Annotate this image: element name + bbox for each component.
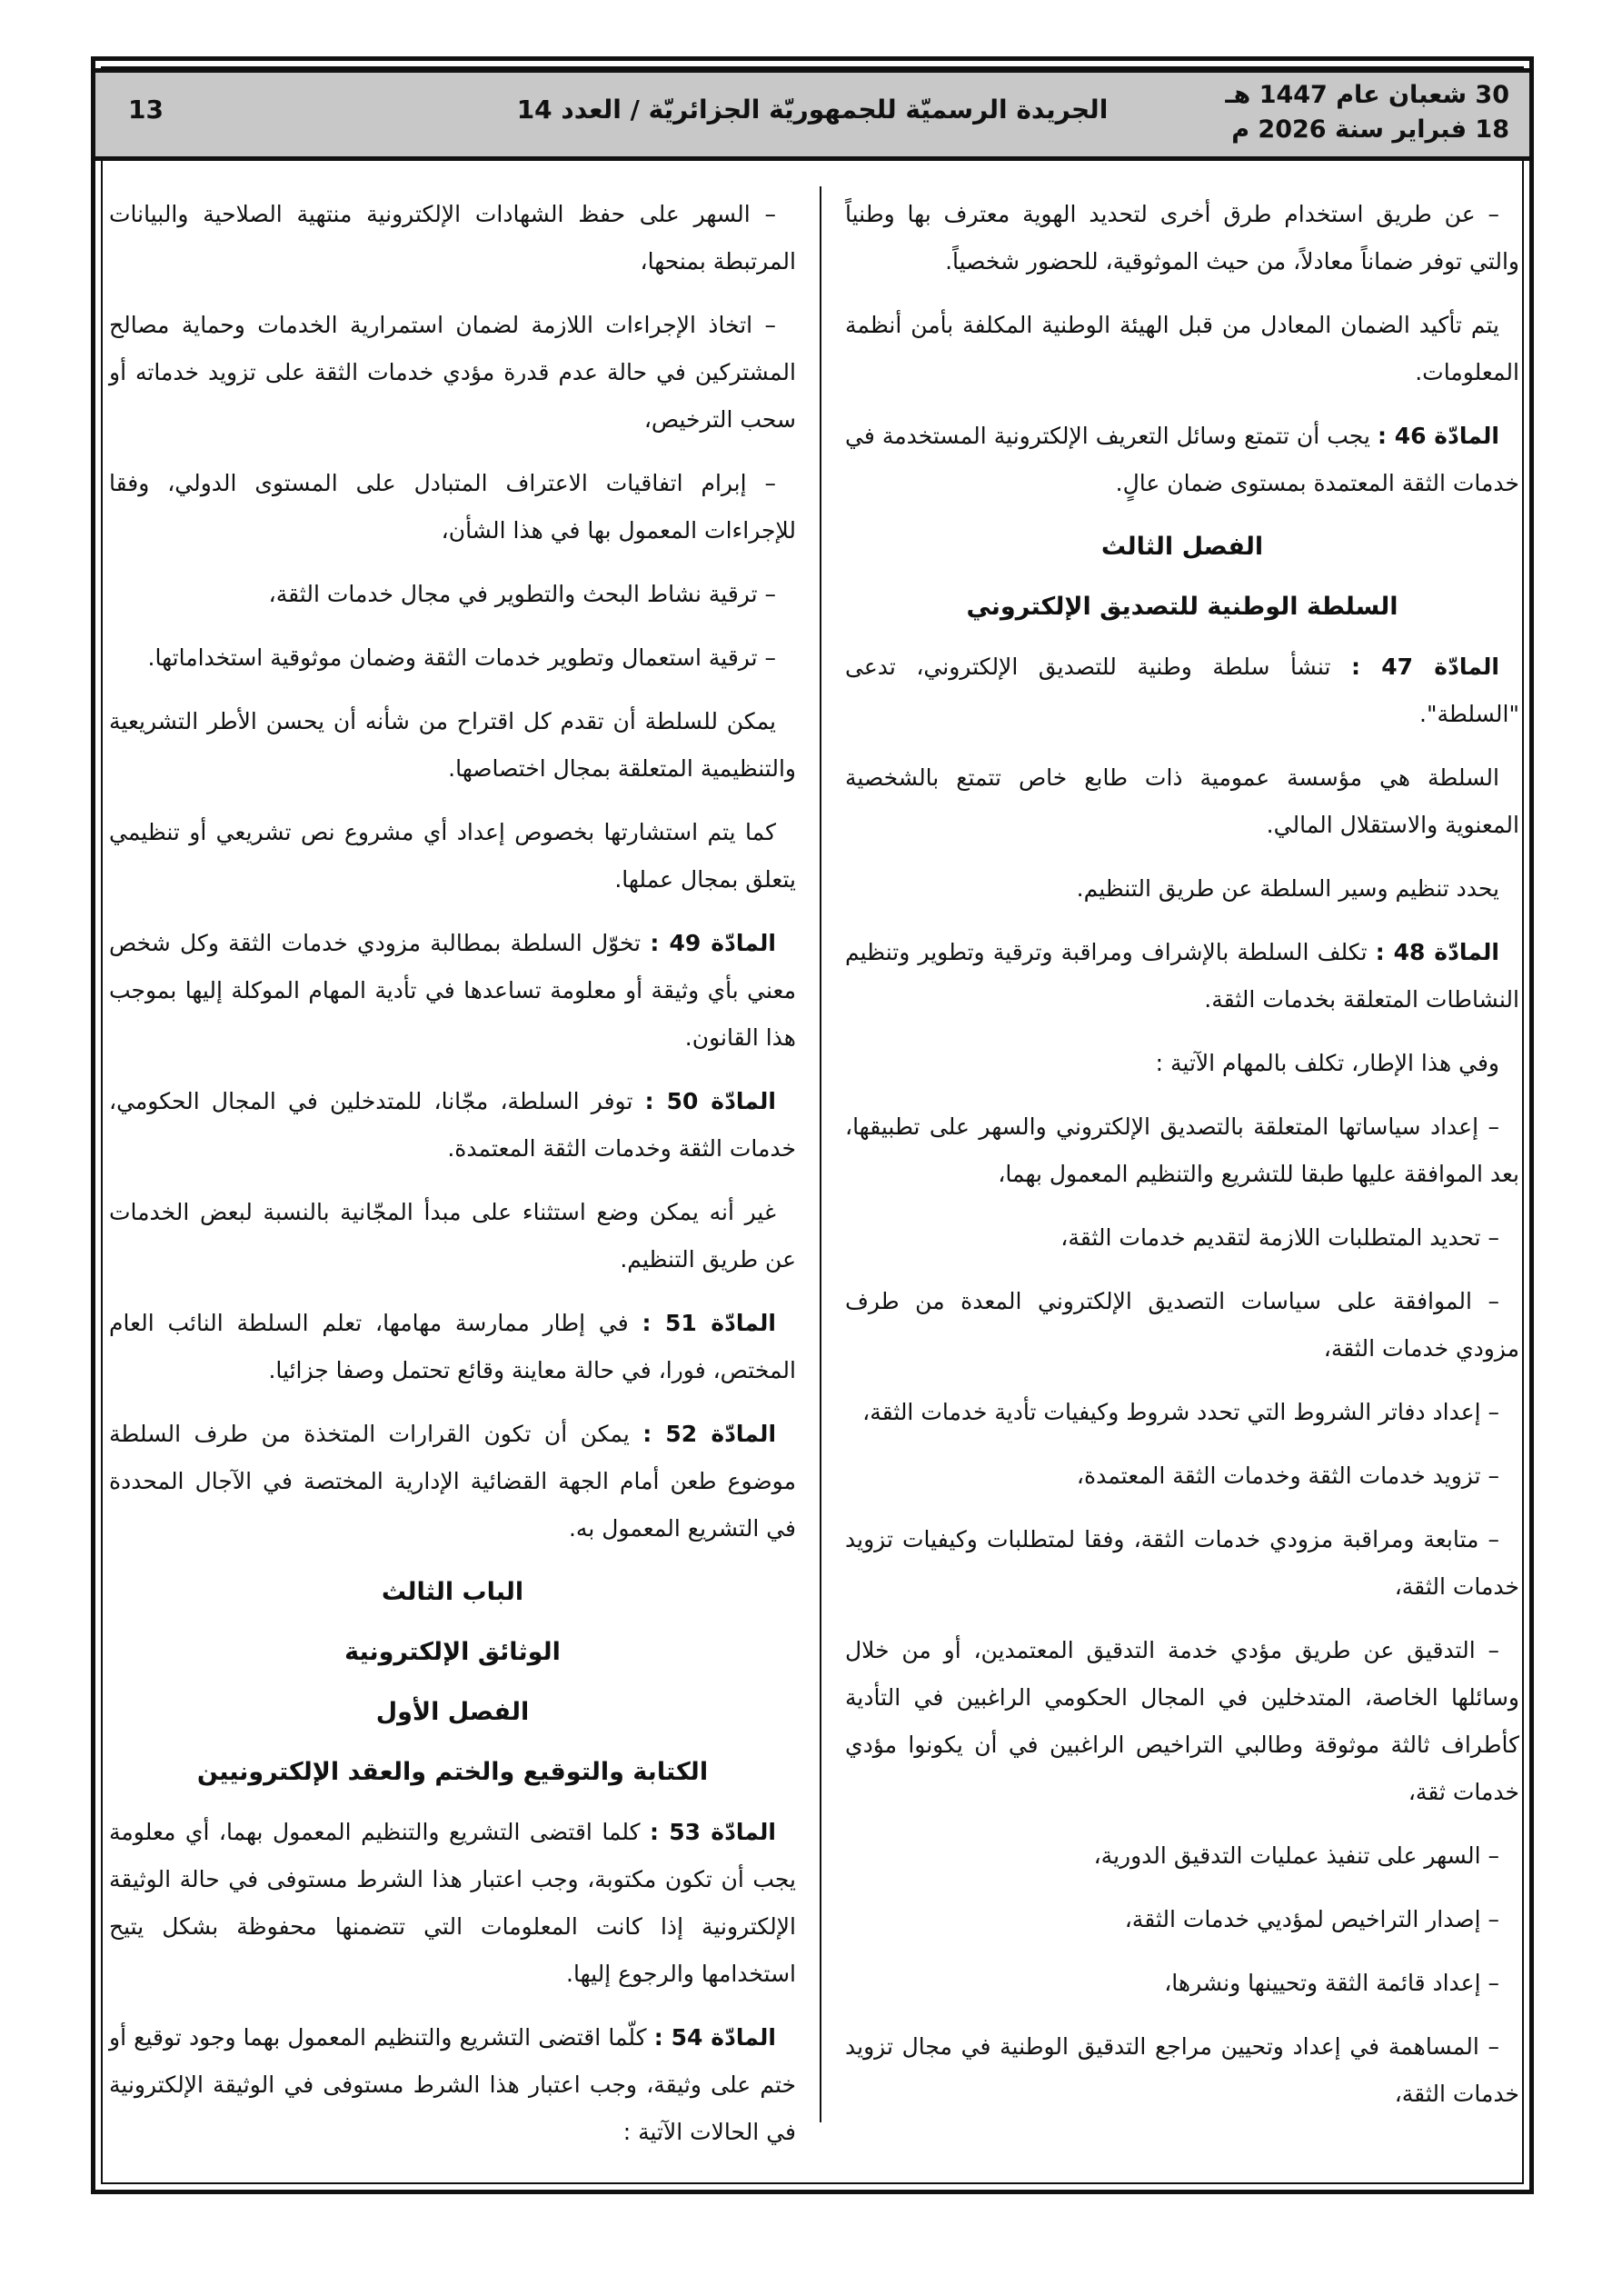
article-label: المادّة 47 : bbox=[1350, 654, 1500, 680]
article-paragraph bbox=[109, 1411, 796, 1552]
paragraph: – متابعة ومراقبة مزودي خدمات الثقة، وفقا لمتطلبات وكيفيات تزويد خدمات الثقة، bbox=[845, 1526, 1519, 1600]
paragraph: – التدقيق عن طريق مؤدي خدمة التدقيق المعتمدين، أو من خلال وسائلها الخاصة، المتدخلين في المجال الحكومي الراغبين في التأدية كأطراف ثالثة موثوقة وطالبي التراخيص الراغبين في أن يكونوا مؤدي خدمات ثقة، bbox=[845, 1637, 1519, 1805]
header-title: الجريدة الرسميّة للجمهوريّة الجزائريّة / العدد 14 bbox=[516, 95, 1109, 125]
paragraph: يحدد تنظيم وسير السلطة عن طريق التنظيم. bbox=[1076, 875, 1499, 902]
paragraph: – إبرام اتفاقيات الاعتراف المتبادل على المستوى الدولي، وفقا للإجراءات المعمول بها في هذا الشأن، bbox=[109, 470, 796, 544]
article-text: توفر السلطة، مجّانا، للمتدخلين في المجال الحكومي، خدمات الثقة وخدمات الثقة المعتمدة. bbox=[109, 1088, 796, 1162]
paragraph: كما يتم استشارتها بخصوص إعداد أي مشروع نص تشريعي أو تنظيمي يتعلق بمجال عملها. bbox=[109, 819, 796, 893]
page-header bbox=[95, 68, 1529, 161]
article-label: المادّة 49 : bbox=[650, 930, 776, 956]
paragraph: – تحديد المتطلبات اللازمة لتقديم خدمات الثقة، bbox=[1060, 1224, 1499, 1251]
article-text: تكلف السلطة بالإشراف ومراقبة وترقية وتطوير وتنظيم النشاطات المتعلقة بخدمات الثقة. bbox=[845, 939, 1519, 1013]
left-column bbox=[109, 191, 796, 2172]
article-text: كلما اقتضى التشريع والتنظيم المعمول بهما، أي معلومة يجب أن تكون مكتوبة، وجب اعتبار هذا الشرط مستوفى في حالة الوثيقة الإلكترونية إذا كانت المعلومات التي تتضمنها محفوظة بشكل يتيح استخدامها والرجوع إليها. bbox=[109, 1819, 796, 1987]
header-date-gregorian: 18 فبراير سنة 2026 م bbox=[1231, 115, 1509, 144]
paragraph: – إعداد سياساتها المتعلقة بالتصديق الإلكتروني والسهر على تطبيقها، بعد الموافقة عليها طبقا للتشريع والتنظيم المعمول بهما، bbox=[845, 1113, 1519, 1187]
paragraph: – إعداد دفاتر الشروط التي تحدد شروط وكيفيات تأدية خدمات الثقة، bbox=[862, 1399, 1499, 1425]
header-date-hijri: 30 شعبان عام 1447 هـ bbox=[1225, 81, 1509, 109]
article-text: يمكن أن تكون القرارات المتخذة من طرف السلطة موضوع طعن أمام الجهة القضائية الإدارية المختصة في الآجال المحددة في التشريع المعمول به. bbox=[109, 1421, 796, 1542]
article-label: المادّة 53 : bbox=[650, 1819, 776, 1845]
paragraph: – عن طريق استخدام طرق أخرى لتحديد الهوية معترف بها وطنياً والتي توفر ضماناً معادلاً، من حيث الموثوقية، للحضور شخصياً. bbox=[845, 201, 1519, 275]
paragraph: – اتخاذ الإجراءات اللازمة لضمان استمرارية الخدمات وحماية مصالح المشتركين في حالة عدم قدرة مؤدي خدمات الثقة على تزويد خدماته أو سحب الترخيص، bbox=[109, 312, 796, 433]
section-heading: الوثائق الإلكترونية bbox=[344, 1638, 561, 1666]
article-paragraph bbox=[845, 413, 1519, 507]
article-paragraph bbox=[109, 2014, 796, 2156]
paragraph: – المساهمة في إعداد وتحيين مراجع التدقيق الوطنية في مجال تزويد خدمات الثقة، bbox=[845, 2033, 1519, 2107]
paragraph: غير أنه يمكن وضع استثناء على مبدأ المجّانية بالنسبة لبعض الخدمات عن طريق التنظيم. bbox=[109, 1199, 796, 1273]
paragraph: وفي هذا الإطار، تكلف بالمهام الآتية : bbox=[1155, 1050, 1499, 1076]
article-label: المادّة 48 : bbox=[1375, 939, 1499, 965]
article-text: تنشأ سلطة وطنية للتصديق الإلكتروني، تدعى "السلطة". bbox=[845, 654, 1519, 727]
column-divider bbox=[820, 186, 821, 2122]
section-heading: الفصل الثالث bbox=[1100, 533, 1264, 561]
article-paragraph bbox=[109, 1300, 796, 1394]
article-paragraph bbox=[845, 929, 1519, 1023]
article-paragraph bbox=[109, 1078, 796, 1173]
paragraph: – ترقية استعمال وتطوير خدمات الثقة وضمان موثوقية استخداماتها. bbox=[147, 644, 776, 671]
paragraph: يتم تأكيد الضمان المعادل من قبل الهيئة الوطنية المكلفة بأمن أنظمة المعلومات. bbox=[845, 312, 1519, 385]
article-label: المادّة 51 : bbox=[642, 1310, 776, 1336]
paragraph: يمكن للسلطة أن تقدم كل اقتراح من شأنه أن يحسن الأطر التشريعية والتنظيمية المتعلقة بمجال اختصاصها. bbox=[109, 708, 796, 782]
right-column bbox=[845, 191, 1519, 2134]
article-label: المادّة 54 : bbox=[653, 2024, 776, 2051]
paragraph: السلطة هي مؤسسة عمومية ذات طابع خاص تتمتع بالشخصية المعنوية والاستقلال المالي. bbox=[845, 764, 1519, 838]
paragraph: – السهر على حفظ الشهادات الإلكترونية منتهية الصلاحية والبيانات المرتبطة بمنحها، bbox=[109, 201, 796, 275]
paragraph: – إعداد قائمة الثقة وتحيينها ونشرها، bbox=[1164, 1970, 1499, 1996]
section-heading: الباب الثالث bbox=[381, 1578, 524, 1606]
paragraph: – تزويد خدمات الثقة وخدمات الثقة المعتمدة، bbox=[1076, 1462, 1499, 1489]
article-text: يجب أن تتمتع وسائل التعريف الإلكترونية المستخدمة في خدمات الثقة المعتمدة بمستوى ضمان عالٍ. bbox=[845, 423, 1519, 496]
article-paragraph bbox=[109, 1809, 796, 1998]
article-text: في إطار ممارسة مهامها، تعلم السلطة النائب العام المختص، فورا، في حالة معاينة وقائع تحتمل وصفا جزائيا. bbox=[109, 1310, 796, 1383]
article-label: المادّة 52 : bbox=[642, 1421, 777, 1447]
section-heading: الفصل الأول bbox=[375, 1698, 530, 1726]
paragraph: – السهر على تنفيذ عمليات التدقيق الدورية، bbox=[1093, 1842, 1499, 1869]
article-label: المادّة 50 : bbox=[644, 1088, 776, 1114]
section-heading: الكتابة والتوقيع والختم والعقد الإلكترونيين bbox=[196, 1758, 709, 1786]
paragraph: – الموافقة على سياسات التصديق الإلكتروني المعدة من طرف مزودي خدمات الثقة، bbox=[845, 1288, 1519, 1362]
page-number: 13 bbox=[128, 95, 164, 125]
section-heading: السلطة الوطنية للتصديق الإلكتروني bbox=[966, 593, 1398, 621]
article-text: تخوّل السلطة بمطالبة مزودي خدمات الثقة وكل شخص معني بأي وثيقة أو معلومة تساعدها في تأدية المهام الموكلة إليها بموجب هذا القانون. bbox=[109, 930, 796, 1051]
paragraph: – إصدار التراخيص لمؤديي خدمات الثقة، bbox=[1124, 1906, 1499, 1932]
article-text: كلّما اقتضى التشريع والتنظيم المعمول بهما وجود توقيع أو ختم على وثيقة، وجب اعتبار هذا الشرط مستوفى في الوثيقة الإلكترونية في الحالات الآتية : bbox=[109, 2024, 796, 2145]
article-paragraph bbox=[845, 644, 1519, 738]
paragraph: – ترقية نشاط البحث والتطوير في مجال خدمات الثقة، bbox=[268, 581, 776, 607]
article-paragraph bbox=[109, 920, 796, 1062]
article-label: المادّة 46 : bbox=[1377, 423, 1499, 449]
